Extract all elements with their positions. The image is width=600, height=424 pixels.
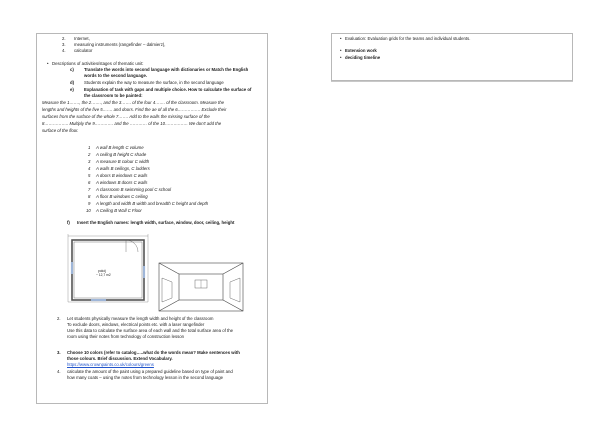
room-perspective-drawing xyxy=(158,262,244,312)
choice-num: 2 xyxy=(88,152,91,157)
activity-line: Translate the words into second language with dictionaries or Match the English xyxy=(84,67,249,72)
plan-room-area: ~ 12,7 m2 xyxy=(96,273,111,277)
choice-options: A walls B ceilings, C ladders xyxy=(96,166,150,171)
step-num: 4. xyxy=(57,369,61,374)
activity-line: Explanation of task with gaps and multiple choice. How to calculate the surface of xyxy=(84,87,252,92)
right-panel-divider xyxy=(331,81,573,82)
choice-options: A ceiling B height C shade xyxy=(96,152,147,157)
step-line: Use this data to calculate the surface area of each wall and the total surface area of the xyxy=(67,328,234,333)
evaluation-item: • Evaluation: Evaluation grids for the teams and individual students. xyxy=(345,36,470,41)
material-item: Internet, xyxy=(74,36,90,41)
activity-line: Students explain the way to measure the surface, in the second language xyxy=(84,80,224,85)
gap-text-line: 8…………….. Multiply the 9…………. and the ………… of the 10……………. We don't add the xyxy=(42,121,222,126)
activity-letter: f) xyxy=(67,220,70,225)
step-line: To exclude doors, windows, electrical points etc. with a laser rangefinder xyxy=(67,322,205,327)
choice-num: 8 xyxy=(88,194,91,199)
floor-plan-drawing xyxy=(66,232,150,304)
choice-num: 3 xyxy=(88,159,91,164)
insert-names-instruction: Insert the English names: length width, surface, window, door, ceiling, height xyxy=(77,220,235,225)
colours-link[interactable]: https://www.crownpaints.co.uk/colours/greens xyxy=(67,362,154,367)
choice-options: A measure B colour C width xyxy=(96,159,150,164)
activity-letter: c) xyxy=(70,67,74,72)
step-line: calculate the amount of the paint using a prepared guideline based on type of paint and xyxy=(67,369,233,374)
choice-num: 6 xyxy=(88,180,91,185)
step-num: 3. xyxy=(57,350,61,355)
choice-num: 5 xyxy=(88,173,91,178)
choice-num: 7 xyxy=(88,187,91,192)
choice-options: A length and width B width and breadth C height and depth xyxy=(96,201,209,206)
activity-letter: e) xyxy=(70,87,74,92)
choice-options: A floor B windows C ceiling xyxy=(96,194,148,199)
descriptions-heading: • Descriptions of activities/stages of thematic unit: xyxy=(52,61,143,66)
step-line: those colours. Brief discussion. Extend Vocabulary. xyxy=(67,356,173,361)
material-num: 2. xyxy=(62,36,66,41)
choice-num: 9 xyxy=(88,201,91,206)
choice-num: 10 xyxy=(86,208,91,213)
extension-work-item: • Extension work xyxy=(345,48,377,53)
choice-options: A Ceiling B Wall C Floor xyxy=(96,208,142,213)
choice-options: A wall B length C volume xyxy=(96,145,144,150)
choice-options: A classroom B swimming pool C school xyxy=(96,187,172,192)
gap-text-line: surfaces from the surface of the whole 7……. Add to the walls the missing surface of the xyxy=(42,114,210,119)
material-num: 4. xyxy=(62,48,66,53)
gap-text-line: lengths and heights of the five 5……. and doors. Find the ae of all the 6……………. Exclude their xyxy=(42,107,227,112)
plan-room-label: pokój xyxy=(98,269,106,273)
material-item: calculator xyxy=(74,48,93,53)
activity-letter: d) xyxy=(70,80,75,85)
gap-text-line: surface of the floor. xyxy=(42,128,79,133)
step-line: Let students physically measure the length width and height of the classroom xyxy=(67,316,214,321)
activity-line: words to the second language. xyxy=(84,73,148,78)
gap-text-line: Measure the 1……., the 2……., and the 3……. of the four 4……. of the classroom. Measure the xyxy=(42,100,224,105)
activity-line: the classroom to be painted: xyxy=(84,93,143,98)
timeline-item: • deciding timeline xyxy=(345,55,380,60)
step-line: room using their notes from technology of construction lesson xyxy=(67,334,185,339)
choice-num: 4 xyxy=(88,166,91,171)
choice-num: 1 xyxy=(88,145,91,150)
step-line: how many coats – using the notes from technology lesson in the second language xyxy=(67,375,223,380)
step-num: 2. xyxy=(57,316,61,321)
material-num: 3. xyxy=(62,42,66,47)
choice-options: A doors B windows C walls xyxy=(96,173,148,178)
choice-options: A windows B doors C walls xyxy=(96,180,148,185)
step-line: Choose 10 colors (refer to catalog…..what do the words mean? Make sentences with xyxy=(67,350,240,355)
material-item: measuring instruments (rangefinder – dalmierz), xyxy=(74,42,166,47)
